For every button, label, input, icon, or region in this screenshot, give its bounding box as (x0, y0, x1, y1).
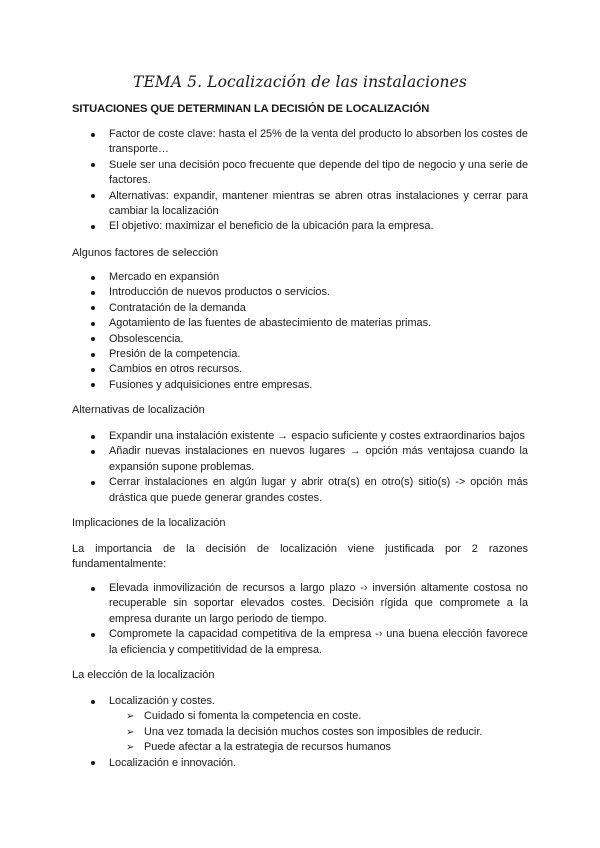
sub-list-item: ➢ Puede afectar a la estrategia de recursos humanos (109, 740, 528, 755)
bullet-icon (91, 194, 95, 198)
bullet-icon (91, 133, 95, 137)
bullet-icon (91, 276, 95, 280)
list-item: Agotamiento de las fuentes de abastecimiento de materias primas. (72, 316, 528, 331)
list-item: Añadir nuevas instalaciones en nuevos lugares → opción más ventajosa cuando la expansión supone problemas. (72, 444, 528, 475)
bullet-icon (91, 587, 95, 591)
bullet-icon (91, 368, 95, 372)
bullet-icon (91, 337, 95, 341)
bullet-icon (91, 761, 95, 765)
eleccion-sublist (109, 709, 528, 755)
arrow-bullet-icon: ➢ (126, 726, 135, 738)
bullet-icon (91, 700, 95, 704)
bullet-icon (91, 291, 95, 295)
implicaciones-title: Implicaciones de la localización (72, 517, 226, 529)
list-item: Cerrar instalaciones en algún lugar y abrir otra(s) en otro(s) sitio(s) -> opción más drástica que puede generar grandes costes. (72, 475, 528, 506)
bullet-icon (91, 322, 95, 326)
list-item: Suele ser una decisión poco frecuente que depende del tipo de negocio y una serie de factores. (72, 158, 528, 189)
arrow-bullet-icon: ➢ (126, 711, 135, 723)
list-item: Factor de coste clave: hasta el 25% de la venta del producto lo absorben los costes de transporte… (72, 127, 528, 158)
list-item: Obsolescencia. (72, 332, 528, 347)
list-item: Alternativas: expandir, mantener mientras se abren otras instalaciones y cerrar para cambiar la localización (72, 189, 528, 220)
factores-title: Algunos factores de selección (72, 247, 219, 259)
page-title: TEMA 5. Localización de las instalaciones (133, 73, 467, 91)
bullet-icon (91, 225, 95, 229)
alternativas-title: Alternativas de localización (72, 404, 205, 416)
eleccion-title: La elección de la localización (72, 669, 215, 681)
list-item: Compromete la capacidad competitiva de la empresa -› una buena elección favorece la eficiencia y competitividad de la empresa. (72, 627, 528, 658)
list-item: Introducción de nuevos productos o servicios. (72, 285, 528, 300)
sub-list-item: ➢ Una vez tomada la decisión muchos costes son imposibles de reducir. (109, 725, 528, 740)
eleccion-list (72, 694, 528, 771)
alternativas-list (72, 429, 528, 506)
list-item: Localización e innovación. (72, 756, 528, 771)
list-item: Mercado en expansión (72, 270, 528, 285)
list-item: Elevada inmovilización de recursos a largo plazo -› inversión altamente costosa no recuperable sin soportar elevados costes. Decisión rígida que compromete a la empresa durante un largo periodo de tiempo. (72, 581, 528, 627)
bullet-icon (91, 306, 95, 310)
sub-list-item: ➢ Cuidado si fomenta la competencia en coste. (109, 709, 528, 724)
bullet-icon (91, 353, 95, 357)
bullet-icon (91, 633, 95, 637)
section-heading: SITUACIONES QUE DETERMINAN LA DECISIÓN DE LOCALIZACIÓN (72, 103, 430, 115)
list-item: Cambios en otros recursos. (72, 362, 528, 377)
bullet-icon (91, 163, 95, 167)
list-item: Contratación de la demanda (72, 301, 528, 316)
bullet-icon (91, 481, 95, 485)
implicaciones-list (72, 581, 528, 658)
list-item: Presión de la competencia. (72, 347, 528, 362)
list-item: Fusiones y adquisiciones entre empresas. (72, 378, 528, 393)
implicaciones-paragraph: La importancia de la decisión de localización viene justificada por 2 razones fundamentalmente: (72, 543, 528, 571)
list-item: Localización y costes. ➢ Cuidado si fomenta la competencia en coste. ➢ Una vez tomada la decisión muchos costes son imposibles de reducir. ➢ Puede afectar a la estrategia de recursos humanos (72, 694, 528, 756)
bullet-icon (91, 383, 95, 387)
bullet-icon (91, 450, 95, 454)
list-item: El objetivo: maximizar el beneficio de la ubicación para la empresa. (72, 219, 528, 234)
list-item: Expandir una instalación existente → espacio suficiente y costes extraordinarios bajos (72, 429, 528, 444)
intro-bullet-list (72, 127, 528, 235)
factores-list (72, 270, 528, 393)
bullet-icon (91, 435, 95, 439)
arrow-bullet-icon: ➢ (126, 742, 135, 754)
